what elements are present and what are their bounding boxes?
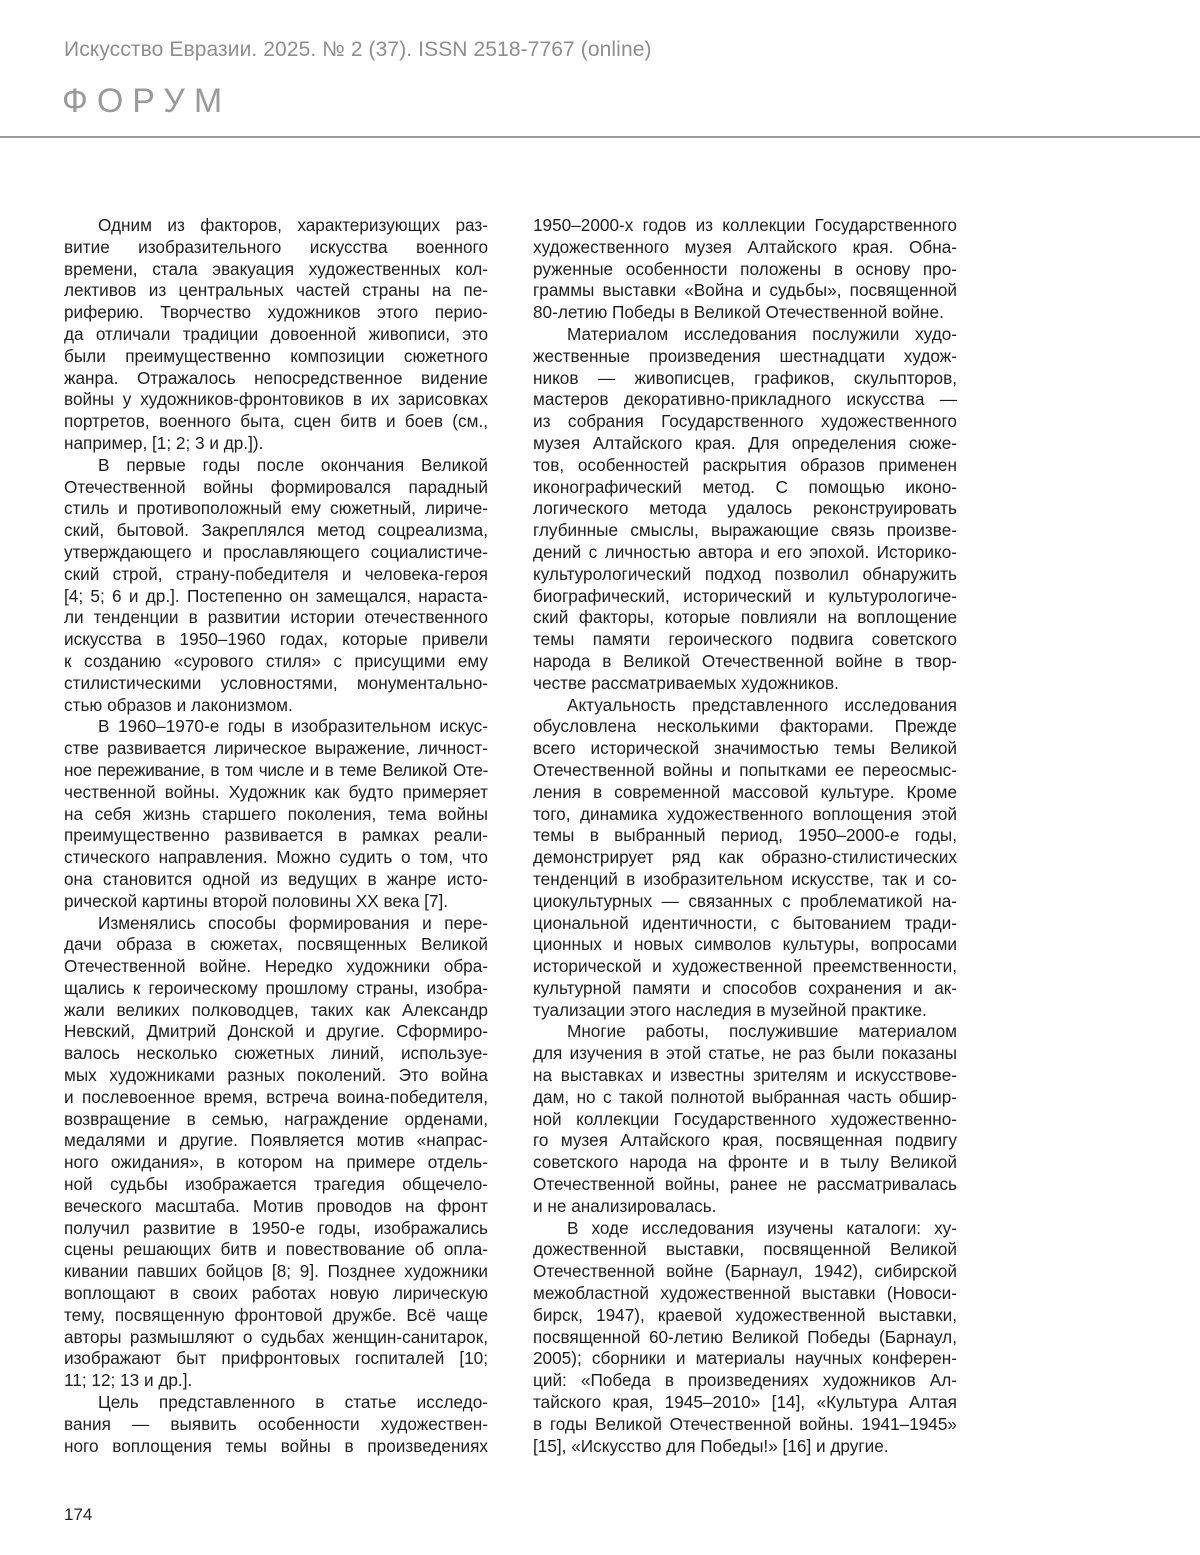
text-line: ной судьбы изображается трагедия общечело- xyxy=(64,1174,488,1195)
text-line: были преимущественно композиции сюжетного xyxy=(64,345,488,366)
text-line: ский факторы, которые повлияли на воплощение xyxy=(533,607,957,628)
right-text-column xyxy=(533,215,957,1457)
text-line: утверждающего и прославляющего социалистиче- xyxy=(64,541,488,562)
text-line: жанра. Отражалось непосредственное видение xyxy=(64,367,488,388)
text-line: иконографический метод. С помощью иконо- xyxy=(533,476,957,497)
text-line: на себя жизнь старшего поколения, тема войны xyxy=(64,803,488,824)
text-line: культурной памяти и способов сохранения и ак- xyxy=(533,977,957,998)
text-line: ций: «Победа в произведениях художников Ал- xyxy=(533,1370,957,1391)
text-line: стического направления. Можно судить о том, что xyxy=(64,847,488,868)
text-line: исторической и художественной преемственности, xyxy=(533,956,957,977)
text-line: музея Алтайского края. Для определения сюже- xyxy=(533,432,957,453)
text-line: В первые годы после окончания Великой xyxy=(98,454,488,475)
text-line: в годы Великой Отечественной войны. 1941–1945» xyxy=(533,1413,957,1434)
text-line: авторы размышляют о судьбах женщин-санитарок, xyxy=(64,1326,488,1347)
text-line: искусства в 1950–1960 годах, которые привели xyxy=(64,629,488,650)
text-line: возвращение в семью, награждение орденами, xyxy=(64,1108,488,1129)
left-text-column xyxy=(64,215,488,1457)
text-line: из собрания Государственного художественного xyxy=(533,411,957,432)
text-line: посвященной 60-летию Великой Победы (Барнаул, xyxy=(533,1326,957,1347)
text-line: ного воплощения темы войны в произведениях xyxy=(64,1435,488,1456)
text-line: риферию. Творчество художников этого перио- xyxy=(64,302,488,323)
text-line: времени, стала эвакуация художественных кол- xyxy=(64,258,488,279)
text-line: ников — живописцев, графиков, скульпторов, xyxy=(533,367,957,388)
text-line: Невский, Дмитрий Донской и другие. Сформиро- xyxy=(64,1021,488,1042)
text-line: [4; 5; 6 и др.]. Постепенно он замещался, нараста- xyxy=(64,585,488,606)
text-line: Отечественной войны и попытками ее переосмыс- xyxy=(533,759,957,780)
text-line: лективов из центральных частей страны на пе- xyxy=(64,280,488,301)
text-line: витие изобразительного искусства военного xyxy=(64,236,488,257)
text-line: стью образов и лаконизмом. xyxy=(64,694,293,715)
text-line: мых художниками разных поколений. Это война xyxy=(64,1065,488,1086)
text-line: обусловлена несколькими факторами. Прежде xyxy=(533,716,957,737)
text-line: тему, посвященную фронтовой дружбе. Всё чаще xyxy=(64,1304,488,1325)
text-line: чественной войны. Художник как будто примеряет xyxy=(64,781,488,802)
text-line: и послевоенное время, встреча воина-победителя, xyxy=(64,1086,488,1107)
text-line: Отечественной войне (Барнаул, 1942), сибирской xyxy=(533,1261,957,1282)
text-line: В ходе исследования изучены каталоги: ху- xyxy=(567,1217,957,1238)
text-line: тов, особенностей раскрытия образов применен xyxy=(533,454,957,475)
text-line: она становится одной из ведущих в жанре исто- xyxy=(64,868,488,889)
text-line: для изучения в этой статье, не раз были показаны xyxy=(533,1043,957,1064)
text-line: бирск, 1947), краевой художественной выставки, xyxy=(533,1304,957,1325)
text-line: того, динамика художественного воплощения этой xyxy=(533,803,957,824)
text-line: получил развитие в 1950-е годы, изображались xyxy=(64,1217,488,1238)
text-line: 80-летию Победы в Великой Отечественной войне. xyxy=(533,302,944,323)
text-line: рической картины второй половины XX века [7]. xyxy=(64,890,449,911)
text-line: ский, бытовой. Закреплялся метод соцреализма, xyxy=(64,520,488,541)
text-line: логического метода удалось реконструировать xyxy=(533,498,957,519)
text-line: темы памяти героического подвига советского xyxy=(533,629,957,650)
text-line: В 1960–1970-е годы в изобразительном искус- xyxy=(98,716,488,737)
text-line: Актуальность представленного исследования xyxy=(567,694,957,715)
text-line: к созданию «сурового стиля» с присущими ему xyxy=(64,650,488,671)
text-line: мастеров декоративно-прикладного искусства — xyxy=(533,389,957,410)
text-line: ное переживание, в том числе и в теме Великой Оте- xyxy=(64,759,488,780)
text-line: дам, но с такой полнотой выбранная часть обшир- xyxy=(533,1086,957,1107)
journal-citation: Искусство Евразии. 2025. № 2 (37). ISSN 2518-7767 (online) xyxy=(64,38,652,61)
text-line: Изменялись способы формирования и пере- xyxy=(98,912,488,933)
text-line: циональной идентичности, с бытованием тради- xyxy=(533,912,957,933)
text-line: воплощают в своих работах новую лирическую xyxy=(64,1283,488,1304)
text-line: Многие работы, послужившие материалом xyxy=(567,1021,957,1042)
text-line: темы в выбранный период, 1950–2000-е годы, xyxy=(533,825,957,846)
text-line: дожественной выставки, посвященной Великой xyxy=(533,1239,957,1260)
text-line: дений с личностью автора и его эпохой. Историко- xyxy=(533,541,957,562)
text-line: [15], «Искусство для Победы!» [16] и другие. xyxy=(533,1435,889,1456)
text-line: стиль и противоположный ему сюжетный, лириче- xyxy=(64,498,488,519)
text-line: туализации этого наследия в музейной практике. xyxy=(533,999,927,1020)
text-line: культурологический подход позволил обнаружить xyxy=(533,563,957,584)
text-line: изображают быт прифронтовых госпиталей [10; xyxy=(64,1348,488,1369)
text-line: стве развивается лирическое выражение, личност- xyxy=(64,738,488,759)
text-line: руженные особенности положены в основу про- xyxy=(533,258,957,279)
text-line: ский строй, страну-победителя и человека-героя xyxy=(64,563,488,584)
text-line: советского народа на фронте и в тылу Великой xyxy=(533,1152,957,1173)
text-line: честве рассматриваемых художников. xyxy=(533,672,839,693)
text-line: демонстрирует ряд как образно-стилистических xyxy=(533,847,957,868)
text-line: портретов, военного быта, сцен битв и боев (см., xyxy=(64,411,488,432)
text-line: глубинные смыслы, выражающие связь произве- xyxy=(533,520,957,541)
text-line: биографический, исторический и культурологиче- xyxy=(533,585,957,606)
text-line: граммы выставки «Война и судьбы», посвященной xyxy=(533,280,957,301)
text-line: 11; 12; 13 и др.]. xyxy=(64,1370,193,1391)
text-line: дачи образа в сюжетах, посвященных Великой xyxy=(64,934,488,955)
header-divider xyxy=(0,136,1200,138)
text-line: 1950–2000-х годов из коллекции Государственного xyxy=(533,215,957,235)
text-line: народа в Великой Отечественной войне в твор- xyxy=(533,650,957,671)
text-line: художественного музея Алтайского края. Обна- xyxy=(533,236,957,257)
text-line: жали великих полководцев, таких как Александр xyxy=(64,999,488,1020)
text-line: медалями и другие. Появляется мотив «напрас- xyxy=(64,1130,488,1151)
text-line: вания — выявить особенности художествен- xyxy=(64,1413,488,1434)
text-line: тенденций в изобразительном искусстве, так и со- xyxy=(533,868,957,889)
text-line: щались к героическому прошлому страны, изобра- xyxy=(64,977,488,998)
text-line: ного ожидания», в котором на примере отдель- xyxy=(64,1152,488,1173)
text-line: Отечественной войне. Нередко художники обра- xyxy=(64,956,488,977)
text-line: циокультурных — связанных с проблематикой на- xyxy=(533,890,957,911)
text-line: кивании павших бойцов [8; 9]. Позднее художники xyxy=(64,1261,488,1282)
text-line: Одним из факторов, характеризующих раз- xyxy=(98,215,488,235)
text-line: жественные произведения шестнадцати худож- xyxy=(533,345,957,366)
page-number: 174 xyxy=(64,1505,93,1524)
text-line: и не анализировалась. xyxy=(533,1195,717,1216)
text-line: ной коллекции Государственного художественно- xyxy=(533,1108,957,1129)
text-line: сцены решающих битв и повествование об опла- xyxy=(64,1239,488,1260)
text-line: Отечественной войны, ранее не рассматривалась xyxy=(533,1174,957,1195)
text-line: веческого масштаба. Мотив проводов на фронт xyxy=(64,1195,488,1216)
text-line: Отечественной войны формировался парадный xyxy=(64,476,488,497)
text-line: Цель представленного в статье исследо- xyxy=(98,1392,488,1413)
section-title: ФОРУМ xyxy=(62,82,232,120)
text-line: 2005); сборники и материалы научных конферен- xyxy=(533,1348,957,1369)
text-line: ционных и новых символов культуры, вопросами xyxy=(533,934,957,955)
text-line: ли тенденции в развитии истории отечественного xyxy=(64,607,488,628)
text-line: Материалом исследования послужили худо- xyxy=(567,323,957,344)
text-line: стилистическими условностями, монументально- xyxy=(64,672,488,693)
text-line: го музея Алтайского края, посвященная подвигу xyxy=(533,1130,957,1151)
text-line: да отличали традиции довоенной живописи, это xyxy=(64,323,488,344)
text-line: межобластной художественной выставки (Новоси- xyxy=(533,1283,957,1304)
text-line: войны у художников-фронтовиков в их зарисовках xyxy=(64,389,488,410)
text-line: ления в современной массовой культуре. Кроме xyxy=(533,781,957,802)
text-line: на выставках и известны зрителям и искусствове- xyxy=(533,1065,957,1086)
text-line: всего исторической значимостью темы Великой xyxy=(533,738,957,759)
text-line: валось несколько сюжетных линий, используе- xyxy=(64,1043,488,1064)
text-line: например, [1; 2; 3 и др.]). xyxy=(64,432,264,453)
text-line: тайского края, 1945–2010» [14], «Культура Алтая xyxy=(533,1392,957,1413)
text-line: преимущественно развивается в рамках реали- xyxy=(64,825,488,846)
